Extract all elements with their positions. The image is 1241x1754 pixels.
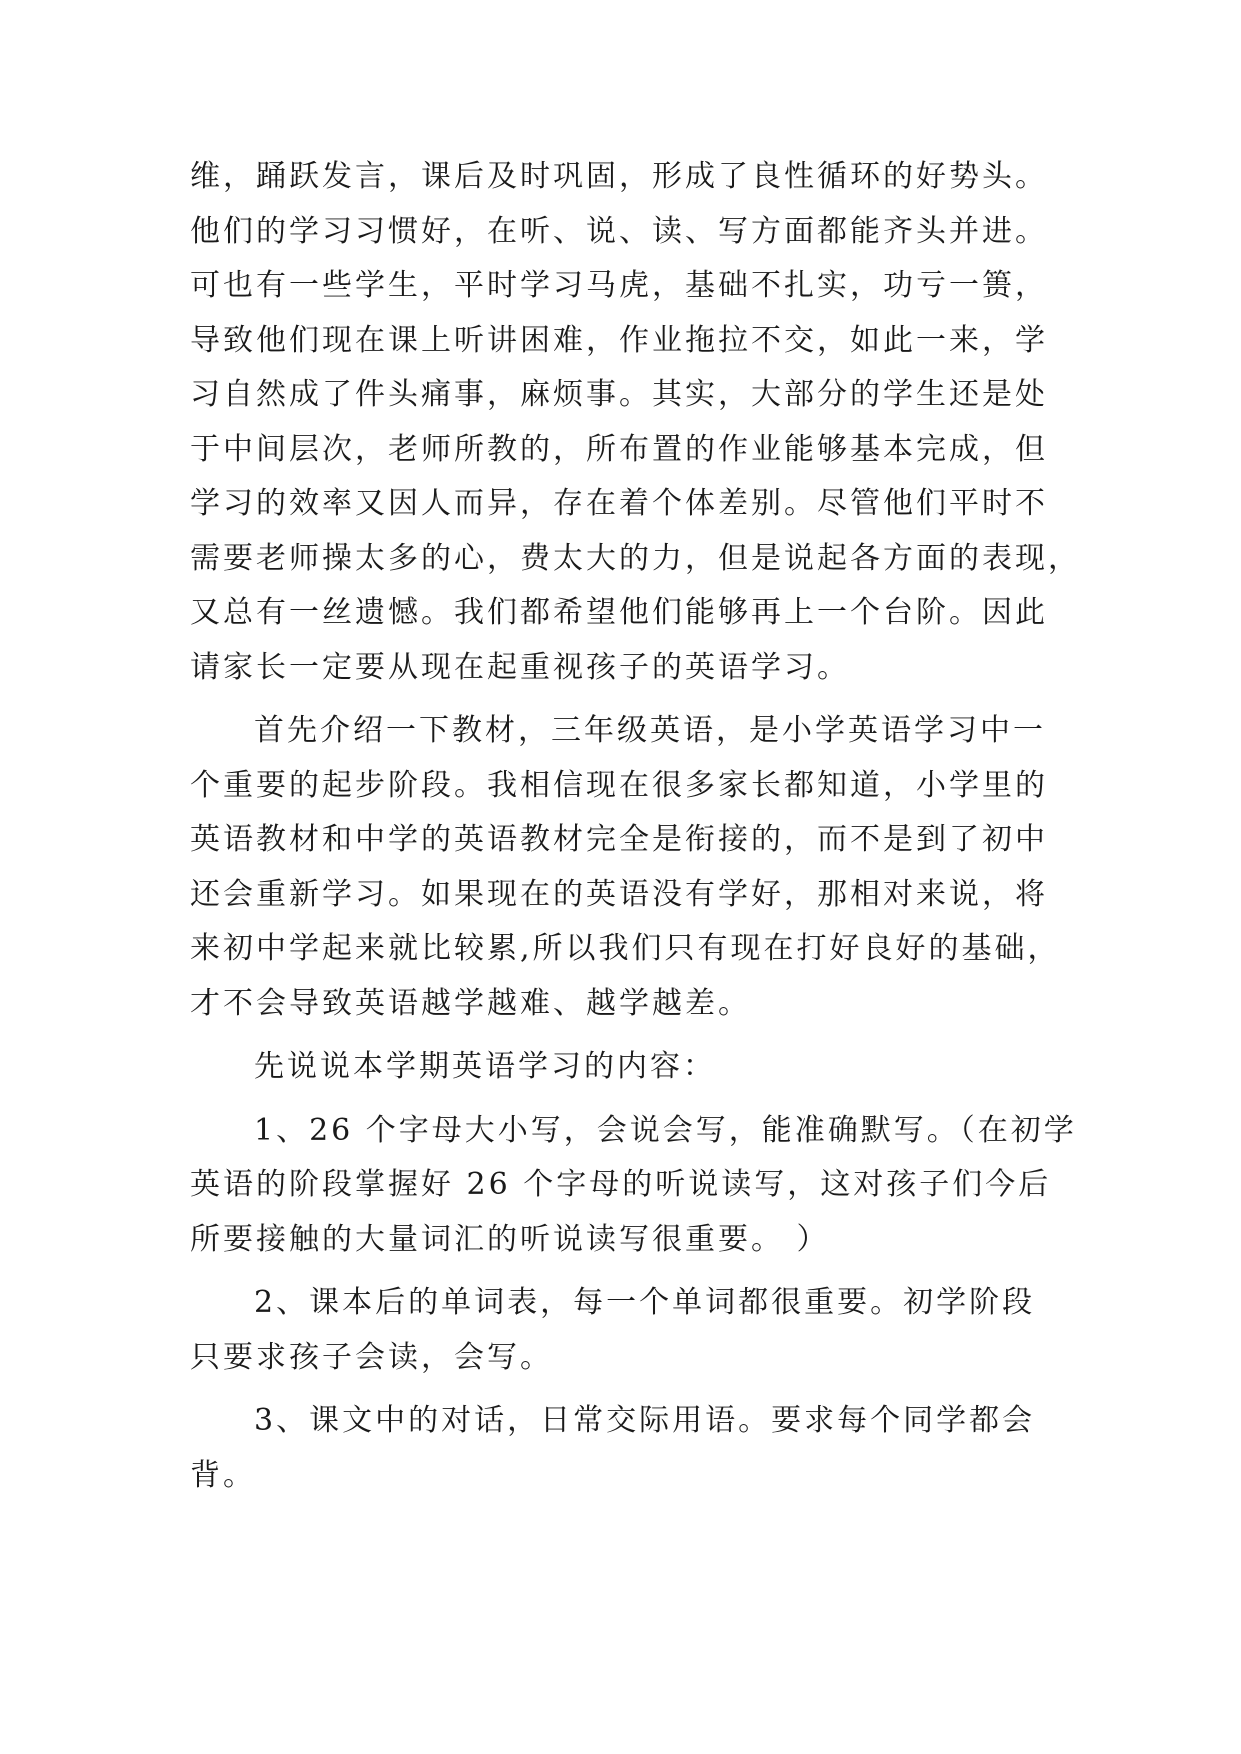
text-line: 又总有一丝遗憾。我们都希望他们能够再上一个台阶。因此	[190, 595, 1048, 630]
text-line: 导致他们现在课上听讲困难，作业拖拉不交，如此一来，学	[190, 322, 1048, 358]
text-line: 只要求孩子会读，会写。	[190, 1339, 553, 1375]
text-line: 习自然成了件头痛事，麻烦事。其实，大部分的学生还是处	[190, 377, 1048, 412]
text-line: 学习的效率又因人而异，存在着个体差别。尽管他们平时不	[190, 486, 1048, 521]
list-item-2-line: 2、课本后的单词表，每一个单词都很重要。初学阶段	[254, 1285, 1036, 1320]
document-body	[190, 150, 1081, 1503]
text-line: 所要接触的大量词汇的听说读写很重要。 ）	[190, 1221, 830, 1257]
text-line: 请家长一定要从现在起重视孩子的英语学习。	[190, 649, 850, 685]
text-line: 可也有一些学生，平时学习马虎，基础不扎实，功亏一篑，	[190, 268, 1048, 303]
text-line: 还会重新学习。如果现在的英语没有学好，那相对来说，将	[190, 876, 1048, 912]
text-line: 背。	[190, 1457, 256, 1493]
text-line: 维，踊跃发言，课后及时巩固，形成了良性循环的好势头。	[190, 159, 1048, 194]
text-line: 于中间层次，老师所教的，所布置的作业能够基本完成，但	[190, 431, 1048, 467]
text-line: 英语教材和中学的英语教材完全是衔接的，而不是到了初中	[190, 822, 1048, 857]
paragraph-start-line: 先说说本学期英语学习的内容：	[254, 1049, 716, 1084]
paragraph-start-line: 首先介绍一下教材，三年级英语，是小学英语学习中一	[254, 713, 1046, 748]
text-line: 需要老师操太多的心，费太大的力，但是说起各方面的表现，	[190, 540, 1081, 576]
text-line: 来初中学起来就比较累,所以我们只有现在打好良好的基础，	[190, 931, 1061, 966]
text-line: 英语的阶段掌握好 26 个字母的听说读写，这对孩子们今后	[190, 1167, 1052, 1202]
text-line: 才不会导致英语越学越难、越学越差。	[190, 985, 751, 1021]
text-line: 他们的学习习惯好，在听、说、读、写方面都能齐头并进。	[190, 213, 1048, 249]
text-line: 个重要的起步阶段。我相信现在很多家长都知道，小学里的	[190, 767, 1048, 803]
list-item-3-line: 3、课文中的对话，日常交际用语。要求每个同学都会	[254, 1403, 1036, 1438]
list-item-1-line: 1、26 个字母大小写，会说会写，能准确默写。（在初学	[254, 1112, 1077, 1148]
